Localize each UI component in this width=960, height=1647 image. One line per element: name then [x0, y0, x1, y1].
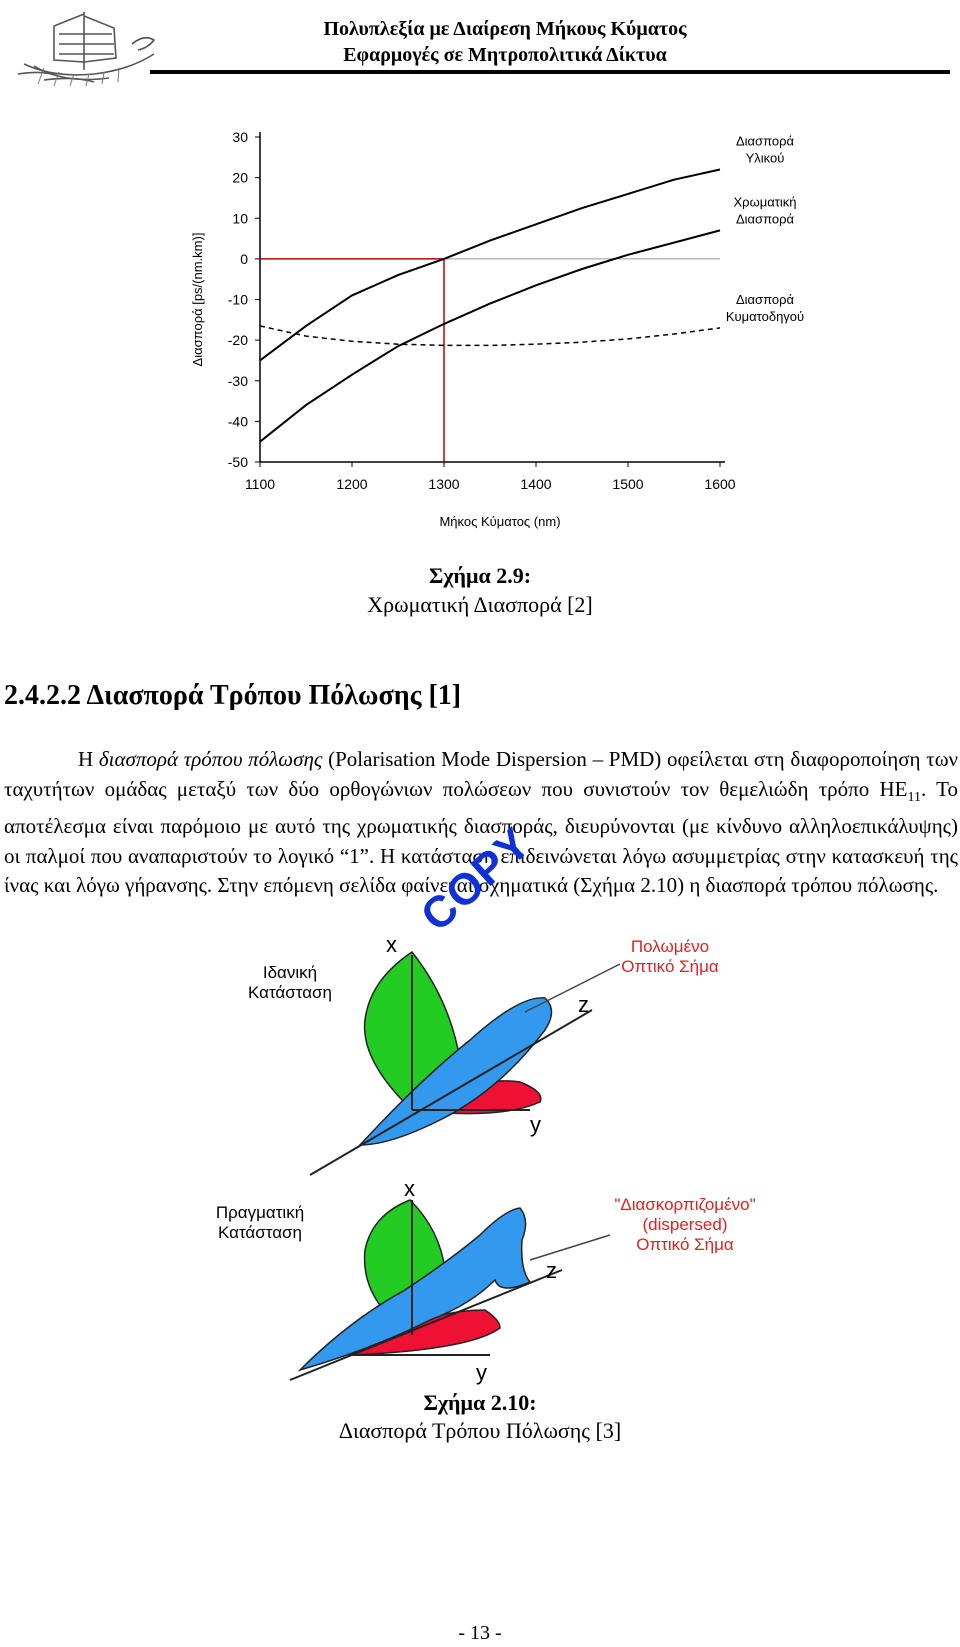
series-line-3 [260, 326, 720, 346]
x-axis-label: Μήκος Κύματος (nm) [439, 514, 561, 529]
ideal-state-label-2: Κατάσταση [247, 983, 333, 1002]
x-tick-label: 1500 [612, 476, 644, 492]
x-tick-label: 1300 [428, 476, 460, 492]
figure1-caption-text: Χρωματική Διασπορά [2] [367, 592, 593, 617]
x-tick-label: 1600 [704, 476, 736, 492]
y-axis-label: Διασπορά [ps/(nm.km)] [190, 232, 205, 367]
series-label-2: Χρωματική [733, 194, 797, 210]
dispersed-signal-label-2: (dispersed) [642, 1215, 728, 1234]
ideal-axis-y-label: y [530, 1112, 541, 1137]
y-tick-label: -50 [227, 454, 248, 470]
y-tick-label: 20 [232, 169, 248, 186]
para-part1: Η [78, 747, 99, 771]
figure2-caption-text: Διασπορά Τρόπου Πόλωσης [3] [338, 1418, 622, 1443]
series-line-2 [260, 230, 720, 441]
series-label-1: Διασπορά [735, 133, 795, 149]
ideal-state-diagram [248, 932, 719, 1175]
y-tick-label: 30 [232, 129, 248, 145]
ideal-axis-z-label: z [578, 992, 589, 1017]
x-tick-label: 1100 [244, 476, 276, 492]
real-axis-y-label: y [476, 1360, 487, 1385]
chart-annotations [260, 259, 720, 462]
y-tick-label: -40 [227, 413, 248, 430]
header-title-line1: Πολυπλεξία με Διαίρεση Μήκους Κύματος [323, 18, 687, 40]
dispersed-signal-label-3: Οπτικό Σήμα [636, 1235, 734, 1254]
series-label-2: Διασπορά [735, 211, 795, 227]
y-tick-label: -10 [227, 291, 248, 308]
real-state-label-2: Κατάσταση [217, 1223, 303, 1242]
para-subscript: 11 [907, 789, 921, 805]
dispersion-chart [180, 120, 830, 540]
series-label-1: Υλικού [745, 150, 785, 166]
real-axis-z-label: z [546, 1258, 557, 1283]
header-title-line2: Εφαρμογές σε Μητροπολιτικά Δίκτυα [343, 44, 667, 66]
series-label-3: Διασπορά [735, 291, 795, 307]
series-line-1 [260, 170, 720, 361]
chart-series [260, 170, 720, 442]
pmd-figure [200, 932, 820, 1390]
real-axis-x-label: x [404, 1176, 415, 1201]
section-heading: 2.4.2.2 Διασπορά Τρόπου Πόλωσης [1] [4, 680, 462, 711]
ideal-pointer-arrow [525, 964, 620, 1012]
ideal-state-label-1: Ιδανική [262, 963, 318, 982]
para-italic-term: διασπορά τρόπου πόλωσης [98, 747, 323, 771]
polarized-signal-label-2: Οπτικό Σήμα [621, 957, 719, 976]
chart-labels [726, 134, 804, 324]
para-part3: . Το αποτέλεσμα είναι παρόμοιο με αυτό της χρωματικής διασποράς, διευρύνονται (με κίνδυνο αλληλοεπικάλυψης) οι παλμοί που αναπαριστούν το λογικό “1”. Η κατάσταση επιδεινώνεται λόγω ασυμμετρίας στην κατασκευή της ίνας και λόγω γήρανσης. Στην επόμενη σελίδα φαίνεται σχηματικά (Σχήμα 2.10) η διασπορά τρόπου πόλωσης. [4, 776, 958, 898]
para-part2: (Polarisation Mode Dispersion – PMD) οφείλεται στη διαφοροποίηση των ταχυτήτων ομάδας μεταξύ των δύο ορθογώνιων πολώσεων που συνιστούν τον θεμελιώδη τρόπο ΗΕ [4, 747, 959, 801]
y-tick-label: 10 [232, 210, 248, 227]
x-tick-label: 1400 [520, 476, 552, 492]
dispersed-signal-label-1: "Διασκορπιζομένο" [614, 1195, 756, 1214]
real-state-label-1: Πραγματική [215, 1203, 305, 1222]
series-label-3: Κυματοδηγού [725, 308, 805, 324]
y-tick-label: -30 [227, 372, 248, 389]
real-state-diagram [216, 1176, 756, 1385]
ship-logo-icon [14, 4, 164, 86]
y-tick-label: 0 [240, 250, 248, 267]
copy-watermark: COPY [411, 818, 541, 941]
ideal-axis-x-label: x [386, 932, 397, 957]
polarized-signal-label-1: Πολωμένο [630, 937, 710, 956]
figure2-caption-label: Σχήμα 2.10: [423, 1390, 537, 1415]
x-tick-label: 1200 [336, 476, 368, 492]
header-rule [150, 70, 950, 74]
figure1-caption-label: Σχήμα 2.9: [428, 563, 532, 588]
real-pointer-arrow [530, 1235, 610, 1260]
y-tick-label: -20 [227, 332, 248, 349]
page-number: - 13 - [458, 1622, 502, 1644]
